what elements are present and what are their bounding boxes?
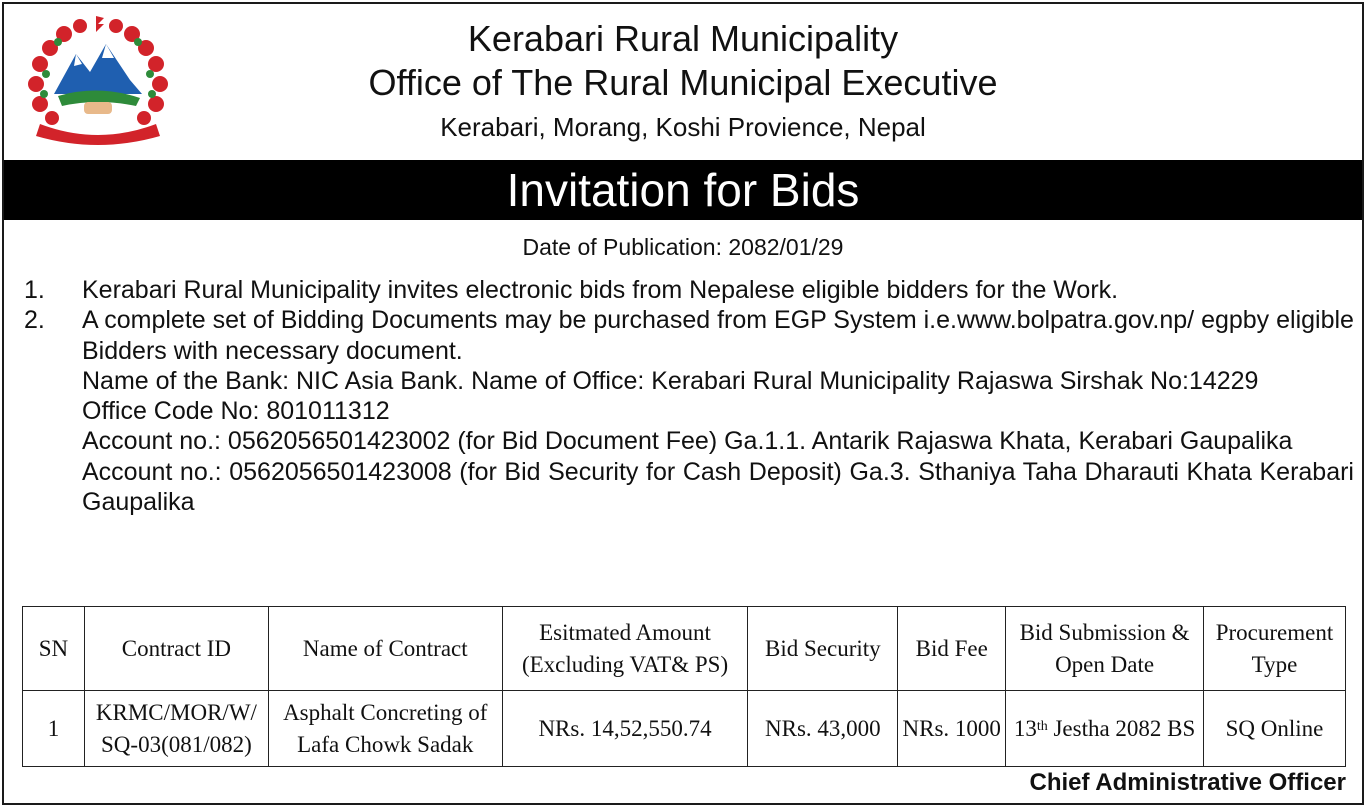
item-text: Kerabari Rural Municipality invites electronic bids from Nepalese eligible bidders for the Work. (82, 276, 1119, 304)
publication-date: Date of Publication: 2082/01/29 (522, 234, 844, 260)
notice-header (4, 4, 1362, 160)
cell-sn: 1 (23, 691, 85, 767)
header-amount-line1: Esitmated Amount (539, 619, 711, 645)
list-item (24, 305, 1354, 366)
contract-id-line2: SQ-03(081/082) (101, 731, 252, 757)
signature: Chief Administrative Officer (1029, 769, 1346, 796)
header-submission-line1: Bid Submission & (1019, 619, 1190, 645)
header-submission-line2: Open Date (1055, 651, 1155, 677)
item-text: A complete set of Bidding Documents may be purchased from EGP System i.e.www.bolpatra.gov.np/ egpby eligible Bidders with necessary document. (82, 306, 1354, 365)
account-fee: Account no.: 0562056501423002 (for Bid Document Fee) Ga.1.1. Antarik Rajaswa Khata, Kerabari Gaupalika (82, 427, 1293, 456)
header-procurement (1203, 607, 1345, 691)
office-address: Kerabari, Morang, Koshi Provience, Nepal (440, 112, 926, 142)
cell-fee: NRs. 1000 (898, 691, 1006, 767)
notice-body (24, 275, 1354, 517)
header-procurement-line2: Type (1251, 651, 1298, 677)
header-name: Name of Contract (268, 607, 502, 691)
cell-date (1006, 691, 1204, 767)
list-item (24, 275, 1354, 305)
cell-amount: NRs. 14,52,550.74 (502, 691, 748, 767)
contract-name-line2: Lafa Chowk Sadak (297, 731, 474, 757)
cell-contract-id (84, 691, 268, 767)
bid-notice (2, 2, 1364, 805)
header-sn: SN (23, 607, 85, 691)
item-number: 1. (24, 276, 45, 304)
contract-name-line1: Asphalt Concreting of (283, 699, 488, 725)
header-submission (1006, 607, 1204, 691)
header-contract-id: Contract ID (84, 607, 268, 691)
cell-procurement: SQ Online (1203, 691, 1345, 767)
header-amount-line2: (Excluding VAT& PS) (521, 651, 729, 677)
notice-title: Invitation for Bids (4, 160, 1362, 220)
date-suffix: th (1036, 718, 1048, 734)
header-procurement-line1: Procurement (1215, 619, 1334, 645)
bank-details: Name of the Bank: NIC Asia Bank. Name of Office: Kerabari Rural Municipality Rajaswa Sirshak No:14229 (82, 366, 1259, 395)
item-number: 2. (24, 306, 45, 335)
date-rest: Jestha 2082 BS (1047, 715, 1196, 741)
cell-security: NRs. 43,000 (748, 691, 898, 767)
header-amount (502, 607, 748, 691)
header-security: Bid Security (748, 607, 898, 691)
table-header-row (23, 607, 1346, 691)
office-name: Office of The Rural Municipal Executive (368, 62, 998, 103)
contract-id-line1: KRMC/MOR/W/ (95, 699, 257, 725)
municipality-name: Kerabari Rural Municipality (467, 18, 899, 59)
account-security: Account no.: 0562056501423008 (for Bid Security for Cash Deposit) Ga.3. Sthaniya Taha Dharauti Khata Kerabari Gaupalika (82, 457, 1354, 517)
bid-table (22, 606, 1346, 767)
table-row (23, 691, 1346, 767)
office-code: Office Code No: 801011312 (82, 397, 390, 426)
cell-name (268, 691, 502, 767)
date-day: 13 (1013, 715, 1037, 741)
header-fee: Bid Fee (898, 607, 1006, 691)
